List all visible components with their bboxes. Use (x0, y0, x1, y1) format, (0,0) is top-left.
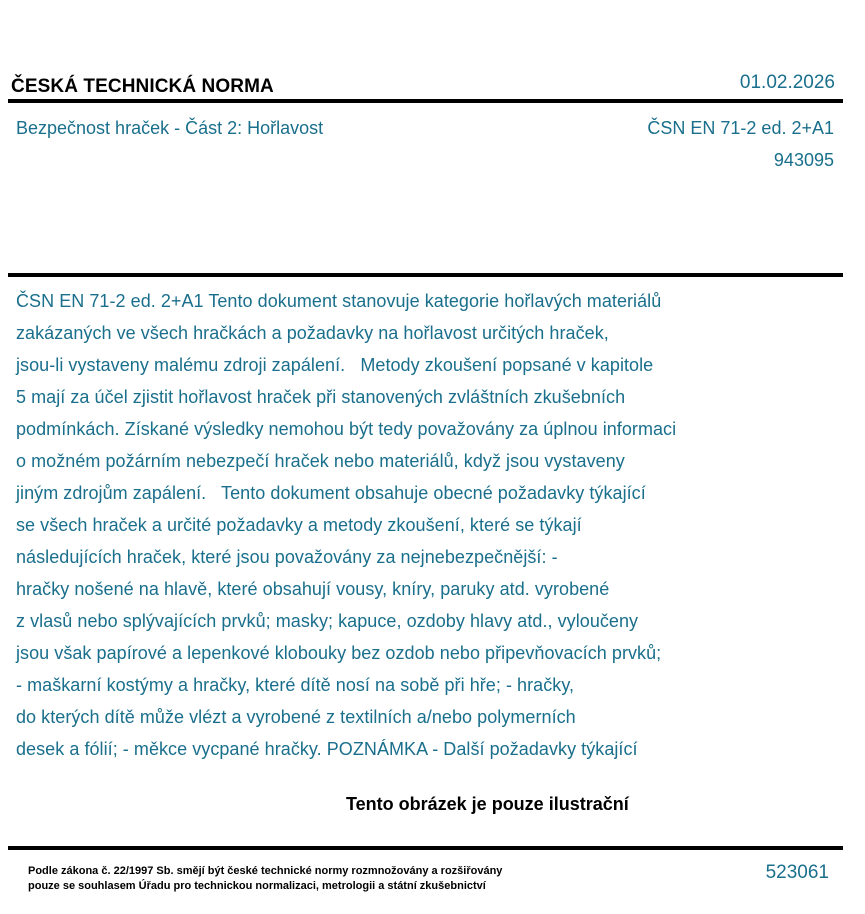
body-line: o možném požárním nebezpečí hraček nebo materiálů, když jsou vystaveny (16, 451, 625, 471)
body-line: zakázaných ve všech hračkách a požadavky na hořlavost určitých hraček, (16, 323, 609, 343)
body-line: hračky nošené na hlavě, které obsahují vousy, kníry, paruky atd. vyrobené (16, 579, 610, 599)
standard-class-number: 943095 (773, 150, 834, 170)
body-line: ČSN EN 71-2 ed. 2+A1 Tento dokument stanovuje kategorie hořlavých materiálů (16, 291, 662, 311)
header-divider (8, 99, 843, 103)
copyright-notice-line: pouze se souhlasem Úřadu pro technickou normalizaci, metrologii a státní zkušebnictví (28, 880, 486, 892)
body-line: jsou však papírové a lepenkové klobouky bez ozdob nebo připevňovacích prvků; (16, 643, 662, 663)
copyright-notice-line: Podle zákona č. 22/1997 Sb. smějí být české technické normy rozmnožovány a rozšiřovány (28, 865, 503, 877)
body-line: jiným zdrojům zapálení. Tento dokument obsahuje obecné požadavky týkající (16, 483, 646, 503)
standard-code: ČSN EN 71-2 ed. 2+A1 (647, 118, 834, 138)
copyright-notice (28, 864, 502, 894)
catalog-number: 523061 (765, 862, 829, 883)
body-line: - maškarní kostýmy a hračky, které dítě nosí na sobě při hře; - hračky, (16, 675, 575, 695)
publication-date: 01.02.2026 (739, 72, 835, 93)
body-line: 5 mají za účel zjistit hořlavost hraček při stanovených zvláštních zkušebních (16, 387, 626, 407)
body-line: z vlasů nebo splývajících prvků; masky; kapuce, ozdoby hlavy atd., vyloučeny (16, 611, 639, 631)
body-line: jsou-li vystaveny malému zdroji zapálení. Metody zkoušení popsané v kapitole (16, 355, 654, 375)
illustration-disclaimer: Tento obrázek je pouze ilustrační (346, 794, 629, 814)
document-type-heading: ČESKÁ TECHNICKÁ NORMA (11, 76, 274, 97)
standard-subject: Bezpečnost hraček - Část 2: Hořlavost (16, 118, 324, 138)
body-line: se všech hraček a určité požadavky a metody zkoušení, které se týkají (16, 515, 582, 535)
body-line: desek a fólií; - měkce vycpané hračky. POZNÁMKA - Další požadavky týkající (16, 739, 638, 759)
footer-divider (8, 846, 843, 850)
body-line: podmínkách. Získané výsledky nemohou být tedy považovány za úplnou informaci (16, 419, 677, 439)
body-line: do kterých dítě může vlézt a vyrobené z textilních a/nebo polymerních (16, 707, 576, 727)
section-divider (8, 273, 843, 277)
body-line: následujících hraček, které jsou považovány za nejnebezpečnější: - (16, 547, 558, 567)
